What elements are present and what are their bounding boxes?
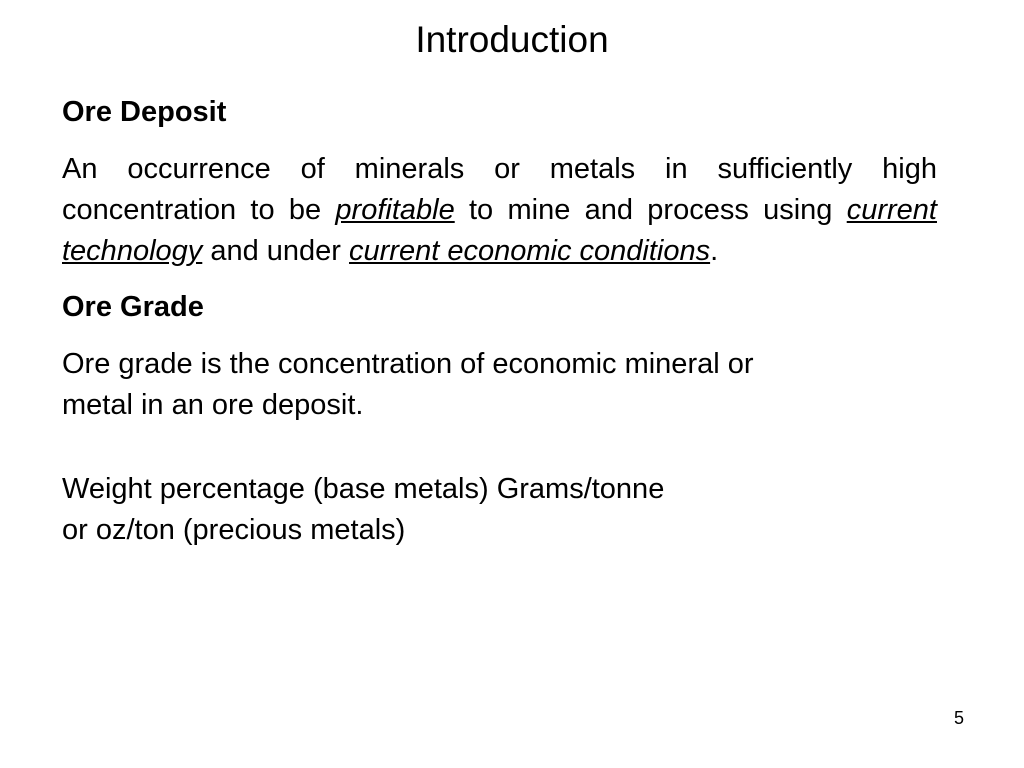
ore-deposit-heading: Ore Deposit	[62, 96, 227, 128]
current-technology-emphasis: current technology	[62, 194, 937, 267]
ore-grade-heading: Ore Grade	[62, 291, 204, 323]
ore-grade-definition	[62, 344, 937, 426]
page-number: 5	[953, 708, 964, 728]
ore-grade-units-line-1: Weight percentage (base metals) Grams/tonne	[62, 473, 665, 505]
current-economic-conditions-emphasis: current economic conditions	[349, 235, 711, 267]
ore-grade-definition-line-2: metal in an ore deposit.	[62, 389, 364, 421]
ore-grade-units	[62, 469, 937, 551]
slide-content	[62, 92, 937, 551]
ore-deposit-definition	[62, 149, 937, 272]
ore-grade-definition-line-1: Ore grade is the concentration of economic mineral or	[62, 348, 754, 380]
ore-grade-units-line-2: or oz/ton (precious metals)	[62, 514, 406, 546]
profitable-emphasis: profitable	[335, 194, 455, 226]
slide-title: Introduction	[415, 19, 609, 60]
ore-deposit-text-2: to mine and process using	[454, 194, 847, 226]
ore-deposit-text-3: and under	[202, 235, 350, 267]
ore-deposit-text-1: An occurrence of minerals or metals in sufficiently high concentration to be	[62, 153, 937, 226]
ore-deposit-text-4: .	[710, 235, 719, 267]
